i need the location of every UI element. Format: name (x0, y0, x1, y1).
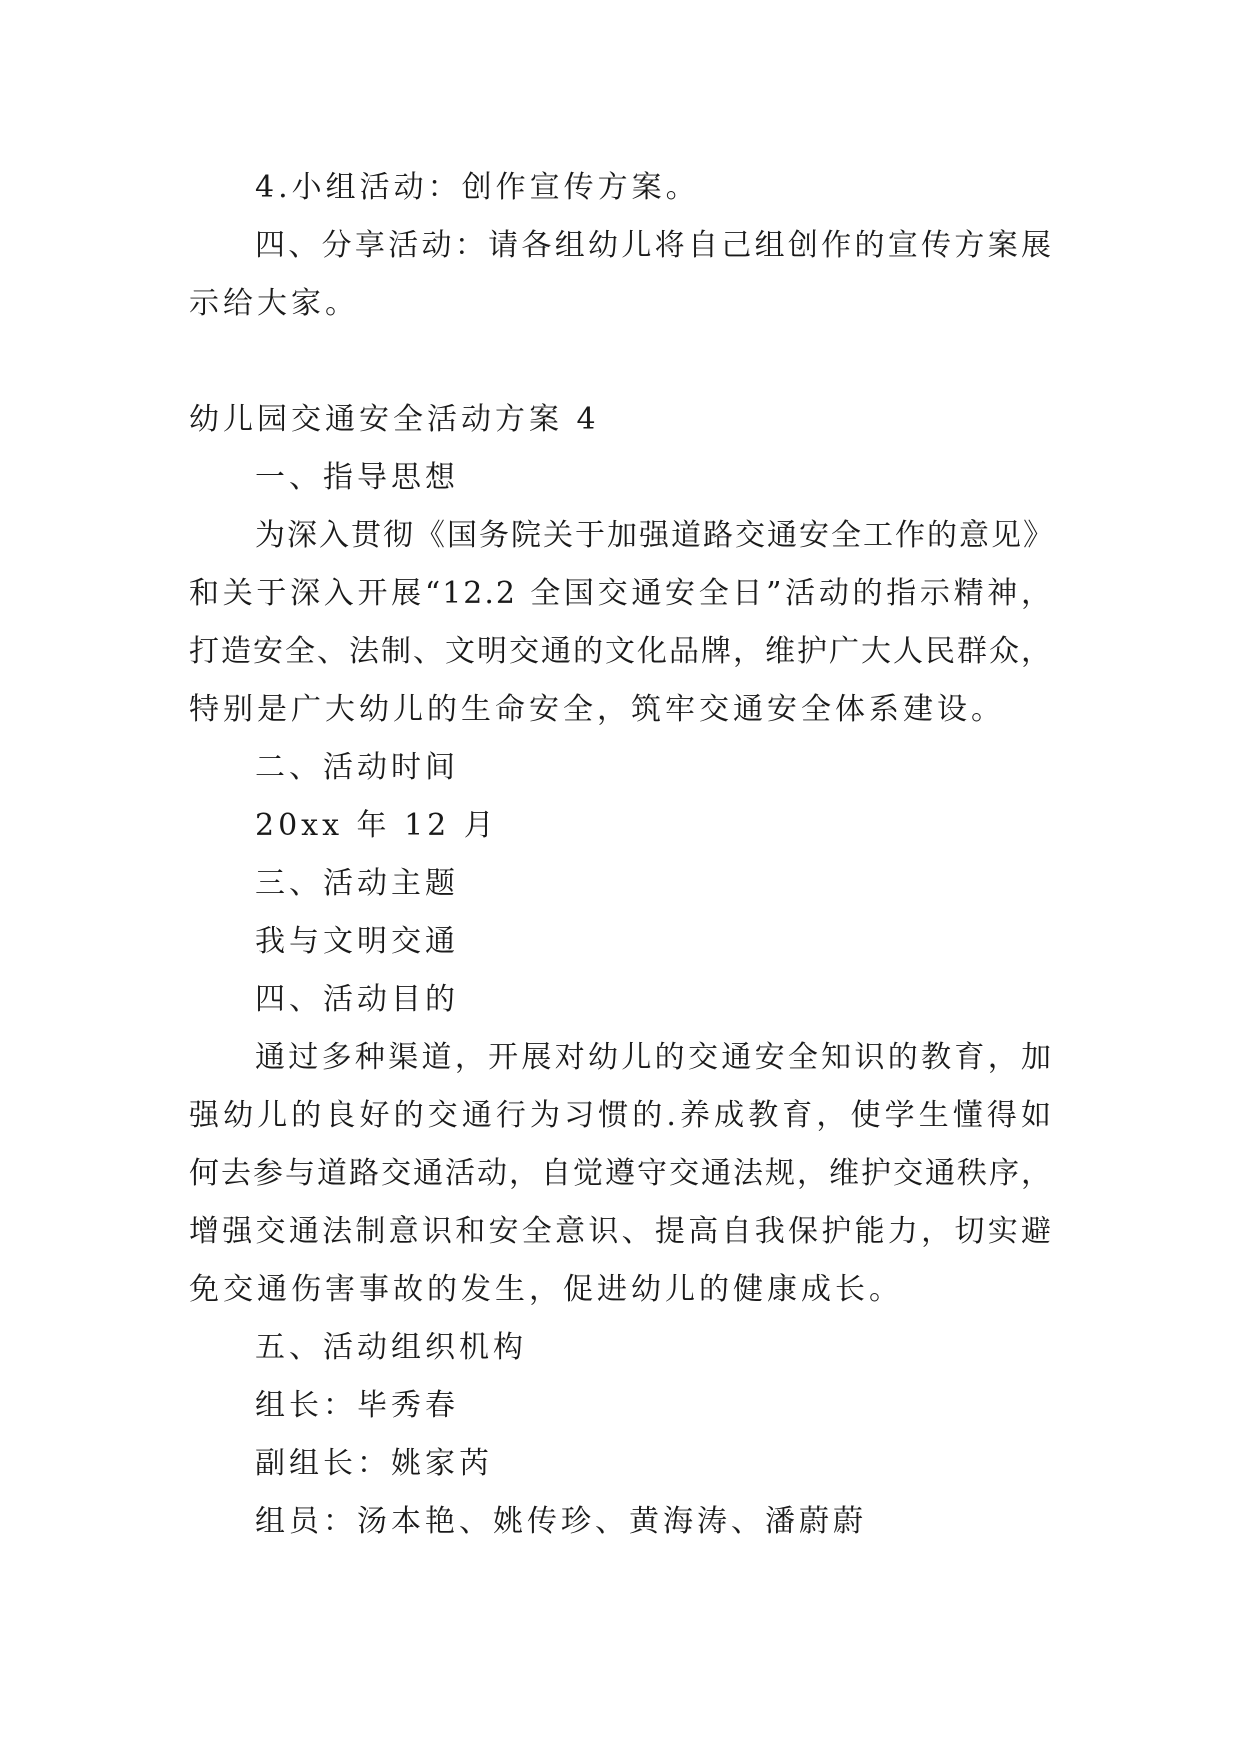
paragraph-line: 打造安全、法制、文明交通的文化品牌，维护广大人民群众， (189, 634, 1053, 669)
paragraph-line: 强幼儿的良好的交通行为习惯的.养成教育，使学生懂得如 (189, 1098, 1053, 1133)
paragraph-line: 示给大家。 (189, 286, 359, 321)
paragraph-line: 4.小组活动：创作宣传方案。 (255, 170, 700, 205)
paragraph-line: 副组长：姚家芮 (255, 1446, 493, 1481)
section-title: 幼儿园交通安全活动方案 4 (189, 402, 600, 437)
paragraph-line: 四、分享活动：请各组幼儿将自己组创作的宣传方案展 (255, 228, 1053, 263)
paragraph-line: 20xx 年 12 月 (255, 808, 498, 843)
paragraph-line: 免交通伤害事故的发生，促进幼儿的健康成长。 (189, 1272, 903, 1307)
paragraph-line: 组长：毕秀春 (255, 1388, 459, 1423)
heading: 五、活动组织机构 (255, 1330, 527, 1365)
paragraph-line: 增强交通法制意识和安全意识、提高自我保护能力，切实避 (189, 1214, 1053, 1249)
paragraph-line: 通过多种渠道，开展对幼儿的交通安全知识的教育，加 (255, 1040, 1053, 1075)
paragraph-line: 为深入贯彻《国务院关于加强道路交通安全工作的意见》 (255, 518, 1055, 553)
paragraph-line: 我与文明交通 (255, 924, 459, 959)
paragraph-line: 何去参与道路交通活动，自觉遵守交通法规，维护交通秩序， (189, 1156, 1053, 1191)
paragraph-line: 特别是广大幼儿的生命安全，筑牢交通安全体系建设。 (189, 692, 1005, 727)
heading: 三、活动主题 (255, 866, 459, 901)
heading: 二、活动时间 (255, 750, 459, 785)
paragraph-line: 组员：汤本艳、姚传珍、黄海涛、潘蔚蔚 (255, 1504, 867, 1539)
heading: 一、指导思想 (255, 460, 459, 495)
heading: 四、活动目的 (255, 982, 459, 1017)
paragraph-line: 和关于深入开展“12.2 全国交通安全日”活动的指示精神， (189, 576, 1053, 611)
